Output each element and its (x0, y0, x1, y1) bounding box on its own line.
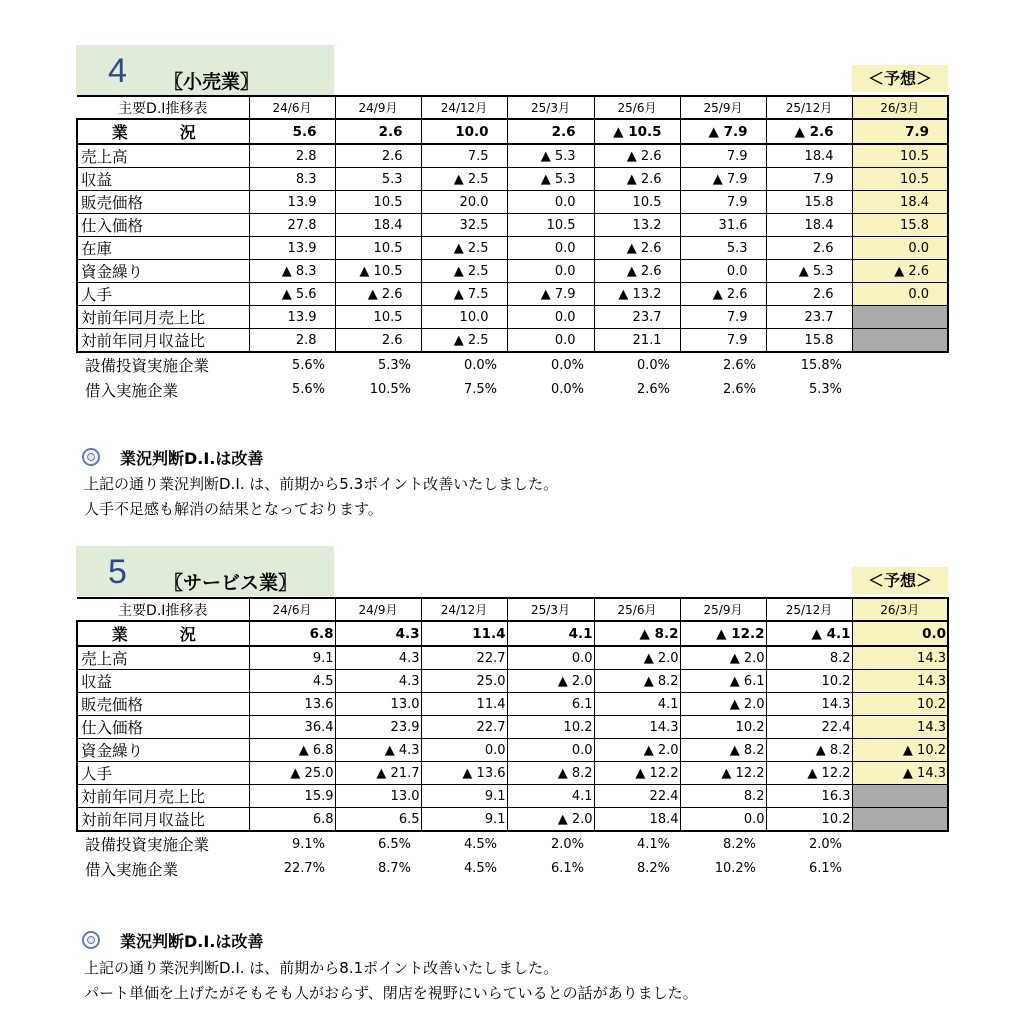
table-cell: 8.3 (249, 168, 335, 191)
row-label: 対前年同月売上比 (77, 785, 249, 808)
double-circle-icon (82, 931, 100, 949)
table-cell: 10.5 (335, 237, 421, 260)
table-cell: 2.8 (249, 329, 335, 353)
period-header: 24/12月 (421, 96, 507, 119)
table-cell: 23.7 (766, 306, 852, 329)
table-cell: 0.0 (680, 808, 766, 832)
forecast-cell: 15.8 (852, 214, 948, 237)
table-cell: 13.0 (335, 785, 421, 808)
table-cell: ▲ 2.6 (335, 283, 421, 306)
remark-line: 上記の通り業況判断D.I. は、前期から5.3ポイント改善いたしました。 (84, 475, 559, 493)
period-header: 24/9月 (335, 598, 421, 621)
row-label: 対前年同月売上比 (77, 306, 249, 329)
row-label: 業 況 (77, 621, 249, 646)
table-cell: 2.6 (766, 237, 852, 260)
forecast-period-header: 26/3月 (852, 96, 948, 119)
table-cell: 25.0 (421, 670, 507, 693)
table-cell: ▲ 2.5 (421, 260, 507, 283)
row-label: 売上高 (77, 144, 249, 168)
extra-cell: 2.6% (722, 357, 756, 373)
table-cell: ▲ 2.0 (680, 646, 766, 670)
table-cell: 9.1 (421, 785, 507, 808)
table-row (77, 670, 948, 693)
extra-cell: 2.0% (550, 836, 584, 852)
table-cell: 13.6 (249, 693, 335, 716)
forecast-cell: 0.0 (852, 283, 948, 306)
table-row (77, 191, 948, 214)
table-cell: ▲ 7.9 (507, 283, 594, 306)
table-cell: 7.5 (421, 144, 507, 168)
extra-cell: 8.2% (722, 836, 756, 852)
table-cell: 18.4 (766, 144, 852, 168)
forecast-cell: 14.3 (852, 646, 948, 670)
table-row (77, 716, 948, 739)
table-cell: ▲ 2.0 (507, 808, 594, 832)
extra-cell: 6.1% (808, 861, 842, 876)
table-cell: 0.0 (680, 260, 766, 283)
table-cell: ▲ 2.0 (594, 646, 680, 670)
forecast-cell-empty (852, 785, 948, 808)
forecast-label: ＜予想＞ (852, 65, 948, 92)
extra-cell: 6.1% (550, 861, 584, 876)
forecast-cell: 14.3 (852, 716, 948, 739)
table-cell: 2.6 (335, 329, 421, 353)
table-cell: 10.5 (507, 214, 594, 237)
forecast-cell-empty (852, 329, 948, 353)
table-row (77, 214, 948, 237)
table-cell: ▲ 7.9 (680, 168, 766, 191)
table-cell: 2.6 (335, 119, 421, 144)
extra-cell: 10.5% (369, 382, 411, 397)
table-cell: 14.3 (594, 716, 680, 739)
table-cell: ▲ 6.1 (680, 670, 766, 693)
forecast-cell: 0.0 (852, 621, 948, 646)
table-cell: 22.7 (421, 646, 507, 670)
table-cell: 11.4 (421, 693, 507, 716)
remark-line: パート単価を上げたがそもそも人がおらず、閉店を視野にいらているとの話がありました。 (84, 984, 698, 1002)
forecast-cell: 10.5 (852, 144, 948, 168)
table-cell: 0.0 (421, 739, 507, 762)
table-cell: 18.4 (594, 808, 680, 832)
period-header: 25/3月 (507, 96, 594, 119)
forecast-cell: 0.0 (852, 237, 948, 260)
table-cell: ▲ 2.5 (421, 168, 507, 191)
table-cell: ▲ 7.5 (421, 283, 507, 306)
remark-title: 業況判断D.I.は改善 (120, 449, 264, 468)
table-cell: ▲ 2.6 (766, 119, 852, 144)
table-cell: 2.6 (335, 144, 421, 168)
row-label: 収益 (77, 670, 249, 693)
table-cell: ▲ 8.2 (594, 670, 680, 693)
period-header: 24/9月 (335, 96, 421, 119)
table-cell: 27.8 (249, 214, 335, 237)
table-cell: 6.8 (249, 621, 335, 646)
extra-cell-empty (852, 352, 948, 377)
forecast-cell-empty (852, 808, 948, 832)
row-label: 売上高 (77, 646, 249, 670)
table-cell: 0.0 (507, 237, 594, 260)
table-cell: 13.2 (594, 214, 680, 237)
table-cell: 14.3 (766, 693, 852, 716)
table-cell: 10.2 (766, 808, 852, 832)
di-table (76, 597, 949, 881)
table-cell: ▲ 5.3 (507, 168, 594, 191)
forecast-label: ＜予想＞ (852, 567, 948, 594)
table-cell: ▲ 2.6 (680, 283, 766, 306)
table-cell: 10.2 (507, 716, 594, 739)
remark-line: 人手不足感も解消の結果となっております。 (84, 500, 383, 518)
extra-cell: 5.6% (291, 357, 325, 373)
extra-row (77, 856, 948, 881)
table-cell: 23.9 (335, 716, 421, 739)
row-label: 販売価格 (77, 191, 249, 214)
table-cell: 0.0 (507, 329, 594, 353)
row-label: 業 況 (77, 119, 249, 144)
section-title: 〖サービス業〗 (164, 572, 298, 594)
remark-line: 上記の通り業況判断D.I. は、前期から8.1ポイント改善いたしました。 (84, 959, 559, 977)
table-row (77, 808, 948, 832)
extra-cell: 0.0% (550, 357, 584, 373)
table-row-business-condition (77, 621, 948, 646)
table-cell: 4.3 (335, 621, 421, 646)
table-cell: 7.9 (680, 191, 766, 214)
table-cell: ▲ 13.6 (421, 762, 507, 785)
table-cell: 10.0 (421, 306, 507, 329)
extra-row (77, 377, 948, 402)
row-label: 資金繰り (77, 260, 249, 283)
table-cell: ▲ 8.2 (594, 621, 680, 646)
table-cell: ▲ 5.3 (766, 260, 852, 283)
table-cell: 13.9 (249, 237, 335, 260)
forecast-cell: 7.9 (852, 119, 948, 144)
table-cell: ▲ 5.3 (507, 144, 594, 168)
table-cell: ▲ 2.6 (594, 144, 680, 168)
extra-cell: 2.0% (808, 836, 842, 852)
table-cell: 0.0 (507, 191, 594, 214)
extra-row-label: 借入実施企業 (85, 860, 179, 879)
table-row (77, 306, 948, 329)
forecast-cell: 10.5 (852, 168, 948, 191)
table-cell: ▲ 2.6 (594, 260, 680, 283)
table-cell: 10.5 (335, 306, 421, 329)
table-cell: ▲ 7.9 (680, 119, 766, 144)
table-cell: 10.0 (421, 119, 507, 144)
table-row (77, 739, 948, 762)
row-label: 仕入価格 (77, 214, 249, 237)
di-table (76, 95, 949, 402)
extra-cell: 10.2% (714, 861, 756, 876)
table-cell: 13.9 (249, 306, 335, 329)
row-label: 仕入価格 (77, 716, 249, 739)
table-cell: ▲ 2.0 (594, 739, 680, 762)
table-cell: 10.2 (766, 670, 852, 693)
forecast-cell: 10.2 (852, 693, 948, 716)
table-cell: 20.0 (421, 191, 507, 214)
table-cell: 4.5 (249, 670, 335, 693)
table-row (77, 283, 948, 306)
table-cell: 5.6 (249, 119, 335, 144)
section-title: 〖小売業〗 (164, 71, 260, 93)
extra-cell: 0.0% (550, 382, 584, 397)
table-row (77, 762, 948, 785)
table-cell: 7.9 (766, 168, 852, 191)
table-cell: ▲ 4.1 (766, 621, 852, 646)
row-label: 在庫 (77, 237, 249, 260)
period-header: 24/6月 (249, 96, 335, 119)
table-cell: 18.4 (766, 214, 852, 237)
table-cell: ▲ 5.6 (249, 283, 335, 306)
table-cell: 15.9 (249, 785, 335, 808)
section-number: 5 (108, 553, 127, 591)
period-header: 25/6月 (594, 598, 680, 621)
table-cell: 10.5 (335, 191, 421, 214)
table-cell: ▲ 21.7 (335, 762, 421, 785)
row-label: 対前年同月収益比 (77, 329, 249, 353)
table-row (77, 260, 948, 283)
table-cell: 15.8 (766, 191, 852, 214)
extra-cell: 7.5% (463, 382, 497, 397)
extra-row-label: 借入実施企業 (85, 381, 179, 400)
table-cell: ▲ 8.3 (249, 260, 335, 283)
table-cell: ▲ 13.2 (594, 283, 680, 306)
table-cell: ▲ 12.2 (680, 762, 766, 785)
extra-cell: 4.5% (463, 836, 497, 852)
extra-cell: 15.8% (800, 357, 842, 373)
extra-row-label: 設備投資実施企業 (85, 836, 210, 854)
extra-cell-empty (852, 831, 948, 856)
table-cell: 4.1 (507, 621, 594, 646)
table-cell: ▲ 10.5 (594, 119, 680, 144)
table-cell: 5.3 (680, 237, 766, 260)
table-cell: ▲ 12.2 (766, 762, 852, 785)
table-cell: 22.4 (594, 785, 680, 808)
forecast-cell: 14.3 (852, 670, 948, 693)
forecast-cell: ▲ 14.3 (852, 762, 948, 785)
table-cell: 0.0 (507, 306, 594, 329)
table-cell: 0.0 (507, 739, 594, 762)
row-label: 対前年同月収益比 (77, 808, 249, 832)
forecast-cell: ▲ 10.2 (852, 739, 948, 762)
table-cell: ▲ 12.2 (680, 621, 766, 646)
table-cell: ▲ 8.2 (507, 762, 594, 785)
row-label: 資金繰り (77, 739, 249, 762)
table-header-label: 主要D.I推移表 (77, 598, 249, 621)
extra-cell: 8.7% (377, 861, 411, 876)
row-label: 人手 (77, 762, 249, 785)
forecast-cell: ▲ 2.6 (852, 260, 948, 283)
forecast-period-header: 26/3月 (852, 598, 948, 621)
extra-row (77, 352, 948, 377)
table-cell: ▲ 2.6 (594, 168, 680, 191)
extra-cell: 5.3% (808, 382, 842, 397)
table-header-row (77, 96, 948, 119)
table-row (77, 168, 948, 191)
period-header: 25/6月 (594, 96, 680, 119)
extra-cell: 2.6% (636, 382, 670, 397)
table-row (77, 693, 948, 716)
extra-cell: 5.6% (291, 382, 325, 397)
table-cell: 0.0 (507, 260, 594, 283)
table-cell: 6.5 (335, 808, 421, 832)
row-label: 収益 (77, 168, 249, 191)
table-row (77, 646, 948, 670)
table-cell: 22.4 (766, 716, 852, 739)
period-header: 25/12月 (766, 96, 852, 119)
extra-cell: 8.2% (636, 861, 670, 876)
table-row (77, 329, 948, 353)
table-cell: ▲ 10.5 (335, 260, 421, 283)
forecast-cell-empty (852, 306, 948, 329)
table-cell: ▲ 8.2 (766, 739, 852, 762)
row-label: 販売価格 (77, 693, 249, 716)
period-header: 25/9月 (680, 96, 766, 119)
table-cell: 7.9 (680, 306, 766, 329)
table-cell: ▲ 25.0 (249, 762, 335, 785)
table-cell: ▲ 2.6 (594, 237, 680, 260)
table-cell: 32.5 (421, 214, 507, 237)
table-cell: ▲ 2.0 (507, 670, 594, 693)
table-cell: ▲ 4.3 (335, 739, 421, 762)
table-cell: 8.2 (766, 646, 852, 670)
table-row-business-condition (77, 119, 948, 144)
table-cell: 0.0 (507, 646, 594, 670)
extra-cell: 22.7% (283, 861, 325, 876)
table-cell: 5.3 (335, 168, 421, 191)
table-cell: 2.8 (249, 144, 335, 168)
table-row (77, 785, 948, 808)
extra-cell: 4.1% (636, 836, 670, 852)
table-cell: 2.6 (766, 283, 852, 306)
table-cell: ▲ 8.2 (680, 739, 766, 762)
table-cell: 6.8 (249, 808, 335, 832)
table-cell: 9.1 (421, 808, 507, 832)
table-cell: 6.1 (507, 693, 594, 716)
extra-cell-empty (852, 377, 948, 402)
table-cell: 36.4 (249, 716, 335, 739)
table-cell: 9.1 (249, 646, 335, 670)
table-cell: ▲ 2.5 (421, 329, 507, 353)
table-cell: 11.4 (421, 621, 507, 646)
remark-title: 業況判断D.I.は改善 (120, 932, 264, 951)
period-header: 25/12月 (766, 598, 852, 621)
extra-cell: 0.0% (636, 357, 670, 373)
table-row (77, 237, 948, 260)
table-cell: 21.1 (594, 329, 680, 353)
table-cell: 2.6 (507, 119, 594, 144)
table-cell: 23.7 (594, 306, 680, 329)
table-header-row (77, 598, 948, 621)
period-header: 24/12月 (421, 598, 507, 621)
table-cell: 18.4 (335, 214, 421, 237)
table-cell: 7.9 (680, 144, 766, 168)
table-cell: 4.3 (335, 646, 421, 670)
table-cell: 16.3 (766, 785, 852, 808)
period-header: 25/9月 (680, 598, 766, 621)
table-cell: 7.9 (680, 329, 766, 353)
extra-cell: 5.3% (377, 357, 411, 373)
table-cell: ▲ 12.2 (594, 762, 680, 785)
forecast-cell: 18.4 (852, 191, 948, 214)
table-cell: 13.9 (249, 191, 335, 214)
table-cell: ▲ 6.8 (249, 739, 335, 762)
double-circle-icon (82, 448, 100, 466)
extra-cell: 2.6% (722, 382, 756, 397)
table-header-label: 主要D.I推移表 (77, 96, 249, 119)
row-label: 人手 (77, 283, 249, 306)
extra-cell: 6.5% (377, 836, 411, 852)
period-header: 25/3月 (507, 598, 594, 621)
table-cell: 4.1 (594, 693, 680, 716)
extra-cell: 4.5% (463, 861, 497, 876)
extra-cell: 0.0% (463, 357, 497, 373)
table-cell: 10.5 (594, 191, 680, 214)
table-cell: 10.2 (680, 716, 766, 739)
section-number: 4 (108, 52, 127, 90)
table-cell: 4.3 (335, 670, 421, 693)
table-cell: ▲ 2.0 (680, 693, 766, 716)
table-row (77, 144, 948, 168)
table-cell: 13.0 (335, 693, 421, 716)
period-header: 24/6月 (249, 598, 335, 621)
extra-row-label: 設備投資実施企業 (85, 357, 210, 375)
table-cell: 4.1 (507, 785, 594, 808)
table-cell: 15.8 (766, 329, 852, 353)
table-cell: ▲ 2.5 (421, 237, 507, 260)
extra-cell: 9.1% (291, 836, 325, 852)
table-cell: 22.7 (421, 716, 507, 739)
table-cell: 31.6 (680, 214, 766, 237)
extra-cell-empty (852, 856, 948, 881)
extra-row (77, 831, 948, 856)
table-cell: 8.2 (680, 785, 766, 808)
